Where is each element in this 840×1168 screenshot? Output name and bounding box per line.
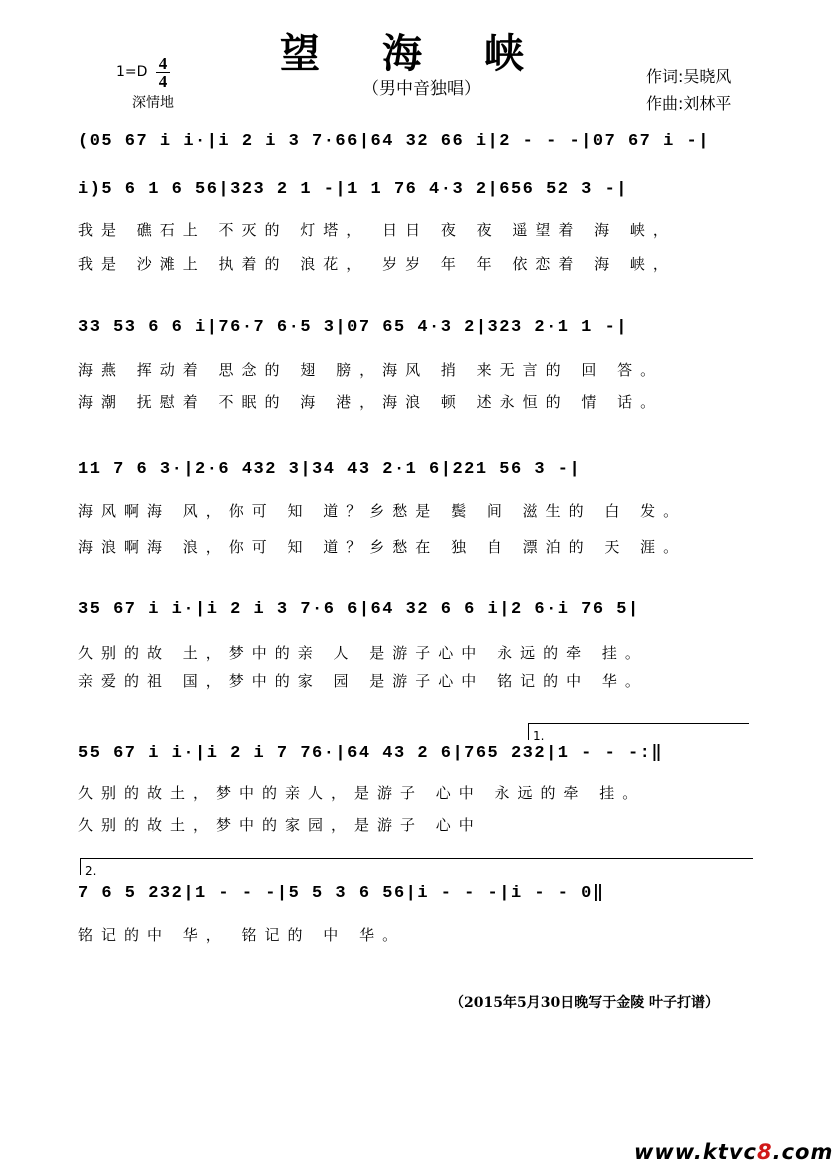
lyric-line: 海风啊海 风，你可 知 道？乡愁是 鬓 间 滋生的 白 发。 (78, 502, 687, 520)
volta-first-ending: 1. (528, 723, 749, 740)
staff-line-7: 7 6 5 232|1 - - -|5 5 3 6 56|i - - -|i - - 0‖ (78, 884, 605, 903)
tempo-marking: 深情地 (132, 95, 174, 111)
time-bottom: 4 (158, 72, 168, 91)
lyric-line: 亲爱的祖 国，梦中的家 园 是游子心中 铭记的中 华。 (78, 672, 648, 690)
time-top: 4 (158, 54, 168, 73)
lyric-line: 海浪啊海 浪，你可 知 道？乡愁在 独 自 漂泊的 天 涯。 (78, 538, 687, 556)
lyric-line: 我是 礁石上 不灭的 灯塔， 日日 夜 夜 遥望着 海 峡， (78, 221, 676, 239)
key-signature: 1=D (116, 64, 148, 80)
song-subtitle: （男中音独唱） (362, 79, 481, 99)
lyric-line: 久别的故 土，梦中的亲 人 是游子心中 永远的牵 挂。 (78, 644, 648, 662)
lyric-line: 海潮 抚慰着 不眠的 海 港，海浪 顿 述永恒的 情 话。 (78, 393, 664, 411)
staff-line-4: 11 7 6 3·|2·6 432 3|34 43 2·1 6|221 56 3 -| (78, 460, 582, 479)
composer: 作曲:刘林平 (646, 94, 732, 113)
staff-line-2: i)5 6 1 6 56|323 2 1 -|1 1 76 4·3 2|656 52 3 -| (78, 180, 628, 199)
watermark: www.ktvc8.com (634, 1140, 834, 1164)
time-signature (156, 56, 170, 89)
staff-line-5: 35 67 i i·|i 2 i 3 7·6 6|64 32 6 6 i|2 6·i 76 5| (78, 600, 640, 619)
footnote: （2015年5月30日晚写于金陵 叶子打谱） (450, 995, 720, 1011)
lyric-line: 久别的故土，梦中的亲人，是游子 心中 永远的牵 挂。 (78, 784, 646, 802)
lyric-line: 海燕 挥动着 思念的 翅 膀，海风 捎 来无言的 回 答。 (78, 361, 664, 379)
staff-line-6: 55 67 i i·|i 2 i 7 76·|64 43 2 6|765 232|1 - - -:‖ (78, 744, 664, 763)
lyric-line: 久别的故土，梦中的家园，是游子 心中 (78, 816, 482, 834)
staff-line-3: 33 53 6 6 i|76·7 6·5 3|07 65 4·3 2|323 2·1 1 -| (78, 318, 628, 337)
staff-line-1: (05 67 i i·|i 2 i 3 7·66|64 32 66 i|2 - - -|07 67 i -| (78, 132, 710, 151)
lyric-line: 我是 沙滩上 执着的 浪花， 岁岁 年 年 依恋着 海 峡， (78, 255, 676, 273)
lyricist: 作词:吴晓风 (646, 67, 732, 86)
volta-second-ending: 2. (80, 858, 753, 875)
lyric-line: 铭记的中 华， 铭记的 中 华。 (78, 926, 406, 944)
song-title: 望海峡 (280, 30, 586, 77)
